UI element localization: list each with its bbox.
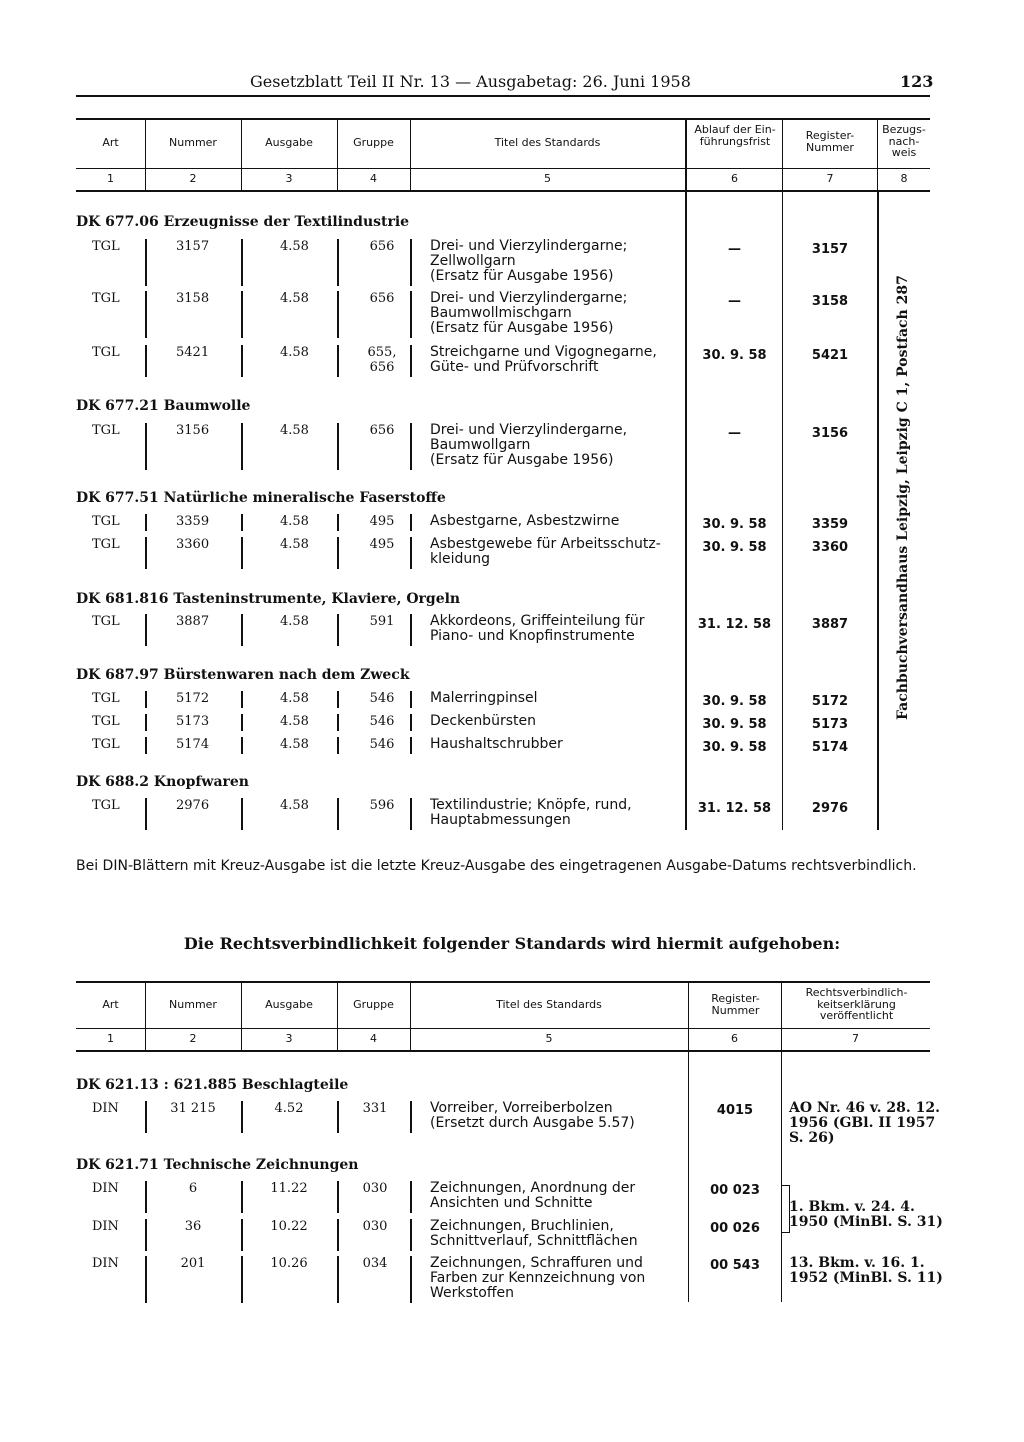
cell-ausgabe: 4.58	[280, 691, 309, 706]
cell-titel-line: (Ersetzt durch Ausgabe 5.57)	[430, 1115, 635, 1131]
cell-gruppe: 656	[369, 239, 395, 254]
table1-rule-bezug	[877, 192, 879, 830]
row-divider	[337, 737, 339, 754]
cell-nummer: 5174	[176, 737, 210, 752]
row-divider	[145, 737, 147, 754]
cell-titel-line: Zeichnungen, Anordnung der	[430, 1180, 636, 1196]
row-divider	[241, 291, 243, 338]
cell-titel-line: Streichgarne und Vigognegarne,	[430, 344, 657, 360]
cell-art: TGL	[92, 345, 120, 360]
row-divider	[241, 714, 243, 731]
col-number: 7	[826, 172, 834, 185]
row-divider	[410, 291, 412, 338]
cell-register: 3156	[811, 426, 849, 441]
col-number: 1	[107, 172, 114, 185]
col-number: 3	[285, 172, 293, 185]
col2-header-art: Art	[102, 998, 119, 1011]
cell-nummer: 3157	[176, 239, 210, 254]
cell-gruppe: 596	[369, 798, 395, 813]
col2-number: 3	[285, 1032, 293, 1045]
row-divider	[337, 1181, 339, 1213]
col-header-titel: Titel des Standards	[494, 136, 601, 149]
section-heading: DK 677.51 Natürliche mineralische Faserstoffe	[76, 490, 446, 506]
section-heading: DK 687.97 Bürstenwaren nach dem Zweck	[76, 667, 410, 683]
table1-rule-ablauf	[685, 192, 687, 830]
cell-ausgabe: 4.58	[280, 737, 309, 752]
cell-gruppe: 656	[369, 423, 395, 438]
cell-titel-line: (Ersatz für Ausgabe 1956)	[430, 268, 614, 284]
row-divider	[410, 714, 412, 731]
cell-art: TGL	[92, 423, 120, 438]
cell-titel-line: (Ersatz für Ausgabe 1956)	[430, 452, 614, 468]
cell-titel-line: kleidung	[430, 551, 491, 567]
row-divider	[337, 714, 339, 731]
row-divider	[337, 798, 339, 830]
cell-ausgabe: 10.22	[270, 1219, 308, 1234]
row-divider	[337, 514, 339, 531]
page-header-title: Gesetzblatt Teil II Nr. 13 — Ausgabetag: 26. Juni 1958	[250, 72, 691, 91]
col-header-register: Register- Nummer	[805, 129, 855, 154]
cell-titel-line: Deckenbürsten	[430, 713, 536, 729]
cell-ausgabe: 4.58	[280, 291, 309, 306]
row-divider	[145, 291, 147, 338]
cell-nummer: 3360	[176, 537, 210, 552]
col2-header-nummer: Nummer	[169, 998, 217, 1011]
cell-art: TGL	[92, 291, 120, 306]
cell-ausgabe: 4.58	[280, 514, 309, 529]
cell-art: TGL	[92, 714, 120, 729]
col-header-ablauf: Ablauf der Ein- führungsfrist	[694, 123, 776, 148]
cell-art: DIN	[92, 1219, 119, 1234]
cell-ablauf: 30. 9. 58	[702, 348, 767, 363]
cell-nummer: 31 215	[170, 1101, 216, 1116]
cell-register: 5421	[811, 348, 849, 363]
row-divider	[337, 1219, 339, 1251]
cell-titel-line: Drei- und Vierzylindergarne,	[430, 422, 628, 438]
cell-register: 3887	[811, 617, 849, 632]
col2-header-register: Register- Nummer	[711, 992, 760, 1017]
cell-register: 3360	[811, 540, 849, 555]
cell-ablauf: 30. 9. 58	[702, 740, 767, 755]
cell-gruppe: 495	[369, 514, 395, 529]
cell-titel-line: Ansichten und Schnitte	[430, 1195, 593, 1211]
row-divider	[337, 1256, 339, 1303]
cell-ausgabe: 4.58	[280, 537, 309, 552]
row-divider	[337, 423, 339, 470]
col-header-ausgabe: Ausgabe	[265, 136, 313, 149]
col2-number: 5	[545, 1032, 553, 1045]
row-divider	[145, 239, 147, 286]
row-divider	[145, 714, 147, 731]
col2-number: 6	[731, 1032, 738, 1045]
row-divider	[410, 537, 412, 569]
cell-titel-line: Baumwollmischgarn	[430, 305, 572, 321]
cell-gruppe: 591	[369, 614, 395, 629]
cell-gruppe: 030	[362, 1219, 388, 1234]
col-header-gruppe: Gruppe	[353, 136, 394, 149]
cell-nummer: 5421	[176, 345, 210, 360]
row-divider	[241, 737, 243, 754]
cell-ausgabe: 4.52	[274, 1101, 304, 1116]
row-divider	[145, 537, 147, 569]
col2-number: 4	[370, 1032, 377, 1045]
row-divider	[241, 691, 243, 708]
din-note: Bei DIN-Blättern mit Kreuz-Ausgabe ist die letzte Kreuz-Ausgabe des eingetragenen Ausgabe-Datums rechtsverbindlich.	[76, 858, 917, 874]
cell-nummer: 5173	[176, 714, 210, 729]
section-heading: DK 621.71 Technische Zeichnungen	[76, 1157, 359, 1173]
row-divider	[145, 798, 147, 830]
row-divider	[241, 614, 243, 646]
table1-rule-register	[782, 192, 783, 830]
cell-ausgabe: 4.58	[280, 345, 309, 360]
cell-register: 5173	[811, 717, 849, 732]
row-divider	[410, 614, 412, 646]
header-rule	[76, 95, 930, 97]
cell-titel-line: Haushaltschrubber	[430, 736, 563, 752]
col-number: 4	[370, 172, 377, 185]
cell-register: 2976	[811, 801, 849, 816]
cell-register: 5172	[811, 694, 849, 709]
row-divider	[145, 1256, 147, 1303]
cell-titel-line: Vorreiber, Vorreiberbolzen	[430, 1100, 613, 1116]
row-divider	[241, 239, 243, 286]
cell-art: DIN	[92, 1101, 119, 1116]
cell-ausgabe: 4.58	[280, 714, 309, 729]
row-divider	[337, 537, 339, 569]
row-divider	[241, 1101, 243, 1133]
cell-nummer: 5172	[176, 691, 210, 706]
cell-ausgabe: 11.22	[270, 1181, 308, 1196]
row-divider	[241, 537, 243, 569]
cell-titel-line: Drei- und Vierzylindergarne;	[430, 238, 628, 254]
cell-titel-line: Textilindustrie; Knöpfe, rund,	[430, 797, 632, 813]
row-divider	[410, 691, 412, 708]
row-divider	[145, 423, 147, 470]
cell-titel-line: Asbestgarne, Asbestzwirne	[430, 513, 620, 529]
cell-titel-line: Baumwollgarn	[430, 437, 531, 453]
cell-ablauf: 30. 9. 58	[702, 517, 767, 532]
cell-nummer: 201	[180, 1256, 206, 1271]
group-ref-line: 1. Bkm. v. 24. 4.	[789, 1199, 915, 1215]
section-heading: DK 677.21 Baumwolle	[76, 398, 251, 414]
cell-gruppe: 495	[369, 537, 395, 552]
cell-ablauf: 30. 9. 58	[702, 717, 767, 732]
row-divider	[410, 1181, 412, 1213]
cell-gruppe: 034	[362, 1256, 388, 1271]
row-divider	[410, 1219, 412, 1251]
cell-register: 3157	[811, 242, 849, 257]
cell-art: DIN	[92, 1181, 119, 1196]
cell-ablauf: —	[728, 426, 741, 441]
cell-ausgabe: 4.58	[280, 614, 309, 629]
cell-gruppe: 546	[369, 691, 395, 706]
col-header-art: Art	[102, 136, 119, 149]
col2-number: 7	[852, 1032, 859, 1045]
row-divider	[241, 345, 243, 377]
cell-nummer: 6	[188, 1181, 198, 1196]
row-divider	[241, 1181, 243, 1213]
col2-header-titel: Titel des Standards	[496, 998, 602, 1011]
row-divider	[410, 514, 412, 531]
cell-ablauf: 31. 12. 58	[697, 801, 772, 816]
row-divider	[241, 1219, 243, 1251]
cell-gruppe: 656	[369, 291, 395, 306]
cell-art: TGL	[92, 537, 120, 552]
row-divider	[241, 514, 243, 531]
cell-ausgabe: 4.58	[280, 239, 309, 254]
cell-art: TGL	[92, 798, 120, 813]
cell-art: TGL	[92, 614, 120, 629]
row-divider	[145, 691, 147, 708]
row-divider	[145, 614, 147, 646]
cell-ausgabe: 4.58	[280, 423, 309, 438]
table2-title: Die Rechtsverbindlichkeit folgender Standards wird hiermit aufgehoben:	[183, 934, 841, 953]
cell-gruppe: 331	[362, 1101, 388, 1116]
row-divider	[410, 1101, 412, 1133]
cell-titel-line: Piano- und Knopfinstrumente	[430, 628, 635, 644]
cell-titel-line: Drei- und Vierzylindergarne;	[430, 290, 628, 306]
row-divider	[241, 423, 243, 470]
cell-ref-line: S. 26)	[789, 1130, 835, 1146]
cell-art: TGL	[92, 691, 120, 706]
col-number: 5	[544, 172, 551, 185]
cell-register: 3359	[811, 517, 849, 532]
cell-ausgabe: 4.58	[280, 798, 309, 813]
cell-art: TGL	[92, 737, 120, 752]
cell-ref-line: 13. Bkm. v. 16. 1.	[789, 1255, 925, 1271]
row-divider	[337, 239, 339, 286]
cell-art: TGL	[92, 239, 120, 254]
cell-gruppe: 655, 656	[367, 345, 397, 375]
row-divider	[145, 1181, 147, 1213]
row-divider	[337, 345, 339, 377]
cell-nummer: 3156	[176, 423, 210, 438]
cell-nummer: 3359	[176, 514, 210, 529]
cell-titel-line: Akkordeons, Griffeinteilung für	[430, 613, 645, 629]
row-divider	[337, 1101, 339, 1133]
col2-header-ref: Rechtsverbindlich- keitserklärung veröffentlicht	[805, 986, 908, 1023]
cell-titel-line: Güte- und Prüfvorschrift	[430, 359, 599, 375]
cell-titel-line: Zellwollgarn	[430, 253, 516, 269]
cell-ablauf: —	[728, 294, 741, 309]
cell-register: 00 023	[710, 1183, 760, 1198]
cell-ref-line: 1956 (GBl. II 1957	[789, 1115, 936, 1131]
cell-gruppe: 030	[362, 1181, 388, 1196]
cell-ref-line: AO Nr. 46 v. 28. 12.	[789, 1100, 940, 1116]
cell-art: TGL	[92, 514, 120, 529]
cell-register: 00 543	[710, 1258, 760, 1273]
cell-titel-line: Malerringpinsel	[430, 690, 538, 706]
cell-register: 3158	[811, 294, 849, 309]
col-number: 6	[731, 172, 738, 185]
row-divider	[145, 1101, 147, 1133]
col-number: 2	[189, 172, 197, 185]
cell-titel-line: Asbestgewebe für Arbeitsschutz-	[430, 536, 661, 552]
cell-nummer: 3887	[176, 614, 210, 629]
row-divider	[337, 691, 339, 708]
row-divider	[145, 1219, 147, 1251]
section-heading: DK 688.2 Knopfwaren	[76, 774, 249, 790]
section-heading: DK 677.06 Erzeugnisse der Textilindustrie	[76, 214, 410, 230]
table1-side-note: Fachbuchversandhaus Leipzig, Leipzig C 1, Postfach 287	[895, 275, 911, 720]
cell-titel-line: Zeichnungen, Schraffuren und	[430, 1255, 643, 1271]
row-divider	[337, 291, 339, 338]
col-number: 8	[900, 172, 908, 185]
row-divider	[410, 798, 412, 830]
cell-register: 5174	[811, 740, 849, 755]
cell-titel-line: Farben zur Kennzeichnung von	[430, 1270, 646, 1286]
row-divider	[410, 239, 412, 286]
cell-gruppe: 546	[369, 714, 395, 729]
col2-number: 1	[107, 1032, 114, 1045]
col2-header-gruppe: Gruppe	[353, 998, 394, 1011]
cell-nummer: 2976	[176, 798, 210, 813]
cell-ausgabe: 10.26	[270, 1256, 308, 1271]
row-divider	[410, 1256, 412, 1303]
col-header-bezug: Bezugs- nach- weis	[882, 123, 926, 160]
cell-register: 00 026	[710, 1221, 760, 1236]
row-divider	[410, 737, 412, 754]
cell-register: 4015	[716, 1103, 754, 1118]
page-number: 123	[900, 72, 934, 91]
cell-gruppe: 546	[369, 737, 395, 752]
section-heading: DK 621.13 : 621.885 Beschlagteile	[76, 1077, 349, 1093]
row-divider	[145, 514, 147, 531]
cell-titel-line: Schnittverlauf, Schnittflächen	[430, 1233, 638, 1249]
cell-ablauf: 30. 9. 58	[702, 694, 767, 709]
row-divider	[145, 345, 147, 377]
cell-ablauf: 30. 9. 58	[702, 540, 767, 555]
cell-nummer: 3158	[176, 291, 210, 306]
cell-titel-line: Hauptabmessungen	[430, 812, 571, 828]
cell-nummer: 36	[184, 1219, 202, 1234]
col2-header-ausgabe: Ausgabe	[265, 998, 313, 1011]
col-header-nummer: Nummer	[169, 136, 217, 149]
cell-ablauf: 31. 12. 58	[697, 617, 772, 632]
row-divider	[410, 423, 412, 470]
row-divider	[337, 614, 339, 646]
cell-titel-line: (Ersatz für Ausgabe 1956)	[430, 320, 614, 336]
cell-ablauf: —	[728, 242, 741, 257]
cell-titel-line: Zeichnungen, Bruchlinien,	[430, 1218, 614, 1234]
cell-art: DIN	[92, 1256, 119, 1271]
row-divider	[241, 1256, 243, 1303]
section-heading: DK 681.816 Tasteninstrumente, Klaviere, Orgeln	[76, 591, 461, 607]
col2-number: 2	[189, 1032, 197, 1045]
row-divider	[241, 798, 243, 830]
table2-rule-ref	[781, 1052, 782, 1302]
row-divider	[410, 345, 412, 377]
group-ref-line: 1950 (MinBl. S. 31)	[789, 1214, 943, 1230]
cell-ref-line: 1952 (MinBl. S. 11)	[789, 1270, 943, 1286]
cell-titel-line: Werkstoffen	[430, 1285, 514, 1301]
